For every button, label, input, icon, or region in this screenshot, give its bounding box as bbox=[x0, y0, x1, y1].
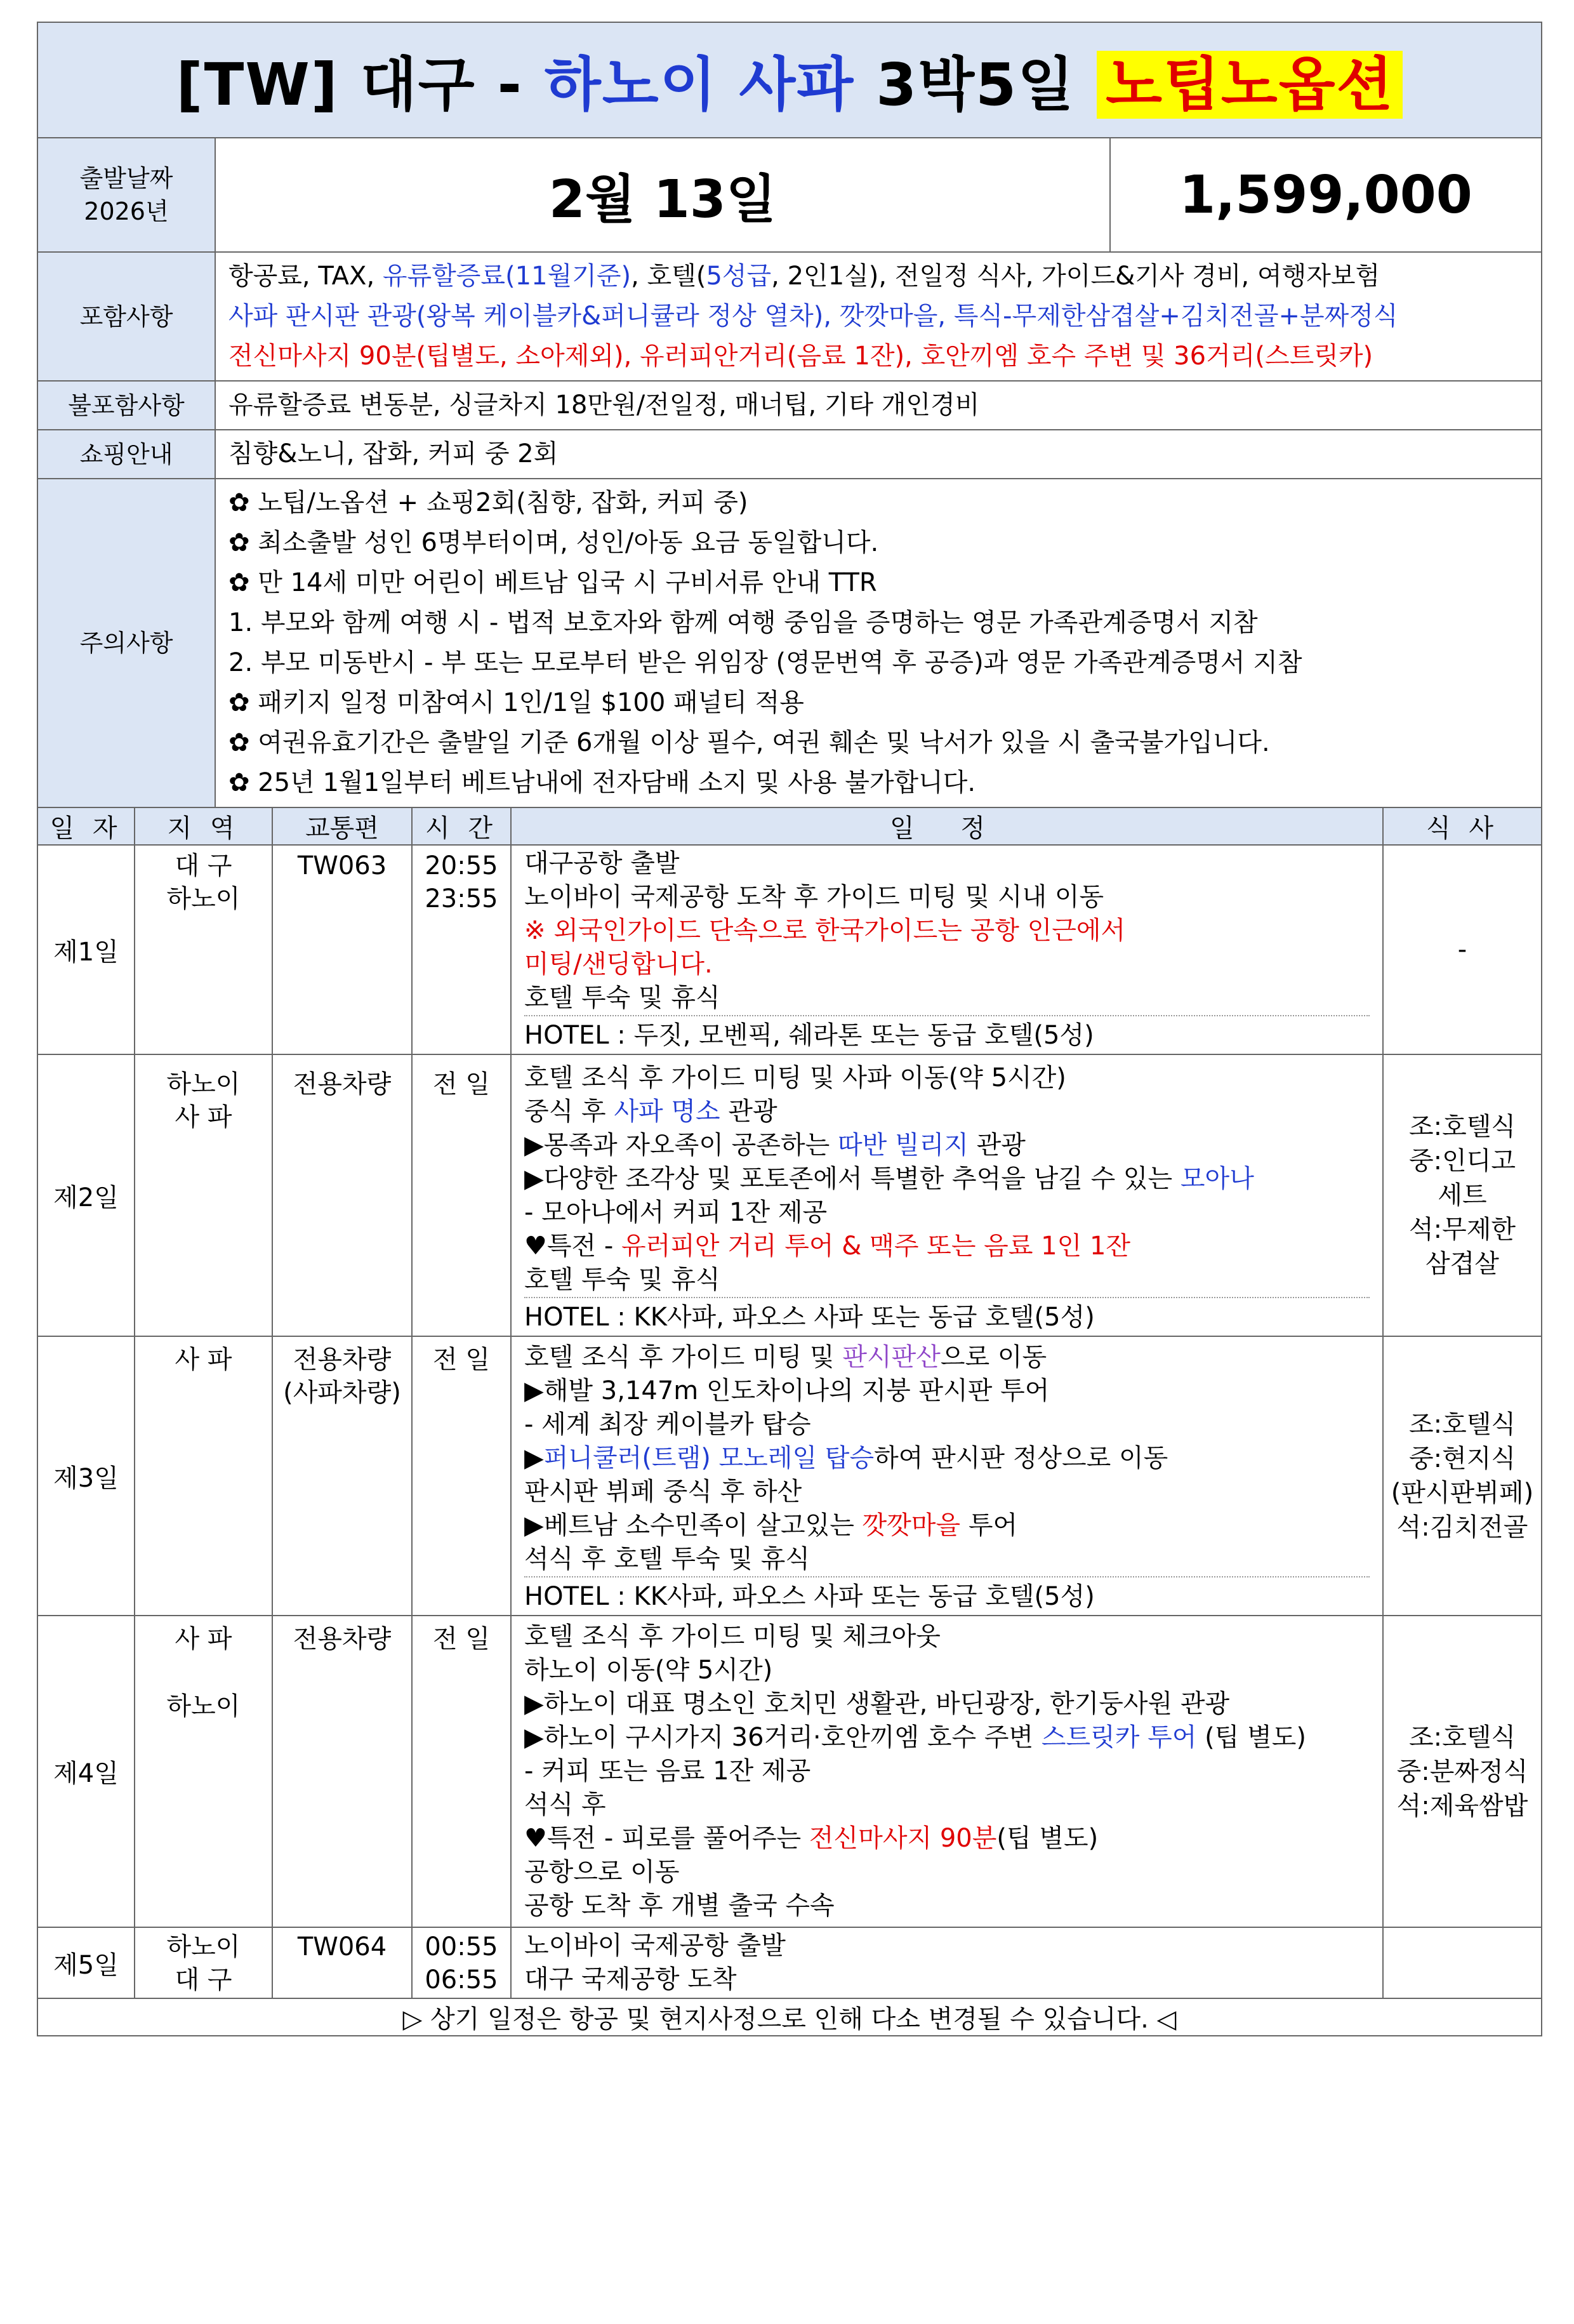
shopping-label: 쇼핑안내 bbox=[37, 430, 215, 479]
itinerary-row-day3 bbox=[37, 1336, 1542, 1616]
departure-date: 2월 13일 bbox=[215, 138, 1110, 252]
note-item: ✿ 패키지 일정 미참여시 1인/1일 $100 패널티 적용 bbox=[228, 688, 804, 717]
header-region: 지 역 bbox=[135, 807, 272, 845]
header-meal: 식 사 bbox=[1383, 807, 1542, 845]
transport: 전용차량 (사파차량) bbox=[272, 1336, 412, 1616]
note-item: ✿ 최소출발 성인 6명부터이며, 성인/아동 요금 동일합니다. bbox=[228, 528, 879, 557]
page-title: [TW] 대구 - 하노이 사파 3박5일 노팁노옵션 bbox=[37, 22, 1542, 138]
flight-number: TW064 bbox=[272, 1927, 412, 1998]
day-label: 제3일 bbox=[37, 1336, 135, 1616]
flight-time: 00:55 06:55 bbox=[412, 1927, 511, 1998]
hotel-info: HOTEL : KK사파, 파오스 사파 또는 동급 호텔(5성) bbox=[524, 1297, 1370, 1334]
header-transport: 교통편 bbox=[272, 807, 412, 845]
header-time: 시 간 bbox=[412, 807, 511, 845]
day-label: 제5일 bbox=[37, 1927, 135, 1998]
excluded-label: 불포함사항 bbox=[37, 381, 215, 430]
schedule: 호텔 조식 후 가이드 미팅 및 사파 이동(약 5시간) 중식 후 사파 명소 관광 ▶몽족과 자오족이 공존하는 따반 빌리지 관광 ▶다양한 조각상 및 포토존에서 특별한 추억을 남길 수 있는 모아나 - 모아나에서 커피 1잔 제공 ♥특전 - 유러피안 거리 투어 & 맥주 또는 음료 1인 1잔 호텔 투숙 및 휴식 HOTEL : KK사파, 파오스 사파 또는 동급 호텔(5성) bbox=[511, 1054, 1383, 1336]
note-item: 2. 부모 미동반시 - 부 또는 모로부터 받은 위임장 (영문번역 후 공증)과 영문 가족관계증명서 지참 bbox=[228, 648, 1302, 677]
hotel-info: HOTEL : 두짓, 모벤픽, 쉐라톤 또는 동급 호텔(5성) bbox=[524, 1015, 1370, 1052]
day-label: 제1일 bbox=[37, 845, 135, 1054]
included-label: 포함사항 bbox=[37, 252, 215, 381]
footer-note: ▷ 상기 일정은 항공 및 현지사정으로 인해 다소 변경될 수 있습니다. ◁ bbox=[37, 1998, 1542, 2036]
region: 하노이 사 파 bbox=[135, 1054, 272, 1336]
region: 사 파 하노이 bbox=[135, 1616, 272, 1927]
header-day: 일 자 bbox=[37, 807, 135, 845]
itinerary-row-day5 bbox=[37, 1927, 1542, 1998]
hotel-info: HOTEL : KK사파, 파오스 사파 또는 동급 호텔(5성) bbox=[524, 1576, 1370, 1614]
note-item: ✿ 노팁/노옵션 + 쇼핑2회(침향, 잡화, 커피 중) bbox=[228, 488, 748, 517]
itinerary-sheet bbox=[37, 22, 1541, 2036]
meal bbox=[1383, 1927, 1542, 1998]
time: 전 일 bbox=[412, 1054, 511, 1336]
itinerary-row-day1 bbox=[37, 845, 1542, 1054]
day-label: 제4일 bbox=[37, 1616, 135, 1927]
transport: 전용차량 bbox=[272, 1616, 412, 1927]
meal: 조:호텔식 중:현지식 (판시판뷔페) 석:김치전골 bbox=[1383, 1336, 1542, 1616]
region: 대 구 하노이 bbox=[135, 845, 272, 1054]
shopping-text: 침향&노니, 잡화, 커피 중 2회 bbox=[215, 430, 1542, 479]
schedule: 대구공항 출발 노이바이 국제공항 도착 후 가이드 미팅 및 시내 이동 ※ 외국인가이드 단속으로 한국가이드는 공항 인근에서 미팅/샌딩합니다. 호텔 투숙 및 휴식 HOTEL : 두짓, 모벤픽, 쉐라톤 또는 동급 호텔(5성) bbox=[511, 845, 1383, 1054]
time: 전 일 bbox=[412, 1336, 511, 1616]
transport: 전용차량 bbox=[272, 1054, 412, 1336]
itinerary-row-day4 bbox=[37, 1616, 1542, 1927]
schedule: 호텔 조식 후 가이드 미팅 및 체크아웃 하노이 이동(약 5시간) ▶하노이 대표 명소인 호치민 생활관, 바딘광장, 한기둥사원 관광 ▶하노이 구시가지 36거리·호안끼엠 호수 주변 스트릿카 투어 (팁 별도) - 커피 또는 음료 1잔 제공 석식 후 ♥특전 - 피로를 풀어주는 전신마사지 90분(팁 별도) 공항으로 이동 공항 도착 후 개별 출국 수속 bbox=[511, 1616, 1383, 1927]
meal: - bbox=[1383, 845, 1542, 1054]
summary-table bbox=[37, 22, 1542, 808]
note-item: ✿ 여권유효기간은 출발일 기준 6개월 이상 필수, 여권 훼손 및 낙서가 있을 시 출국불가입니다. bbox=[228, 728, 1270, 757]
region: 하노이 대 구 bbox=[135, 1927, 272, 1998]
schedule: 노이바이 국제공항 출발 대구 국제공항 도착 bbox=[511, 1927, 1383, 1998]
note-item: 1. 부모와 함께 여행 시 - 법적 보호자와 함께 여행 중임을 증명하는 영문 가족관계증명서 지참 bbox=[228, 608, 1258, 637]
meal: 조:호텔식 중:인디고 세트 석:무제한 삼겹살 bbox=[1383, 1054, 1542, 1336]
time: 전 일 bbox=[412, 1616, 511, 1927]
no-tip-badge: 노팁노옵션 bbox=[1097, 51, 1403, 119]
included-text: 항공료, TAX, 유류할증료(11월기준), 호텔(5성급, 2인1실), 전일정 식사, 가이드&기사 경비, 여행자보험 사파 판시판 관광(왕복 케이블카&퍼니큘라 정상 열차), 깟깟마을, 특식-무제한삼겹살+김치전골+분짜정식 전신마사지 90분(팁별도, 소아제외), 유러피안거리(음료 1잔), 호안끼엠 호수 주변 및 36거리(스트릿카) bbox=[215, 252, 1542, 381]
departure-label: 출발날짜 2026년 bbox=[37, 138, 215, 252]
day-label: 제2일 bbox=[37, 1054, 135, 1336]
region: 사 파 bbox=[135, 1336, 272, 1616]
meal: 조:호텔식 중:분짜정식 석:제육쌈밥 bbox=[1383, 1616, 1542, 1927]
notes-list bbox=[215, 479, 1542, 807]
header-schedule: 일 정 bbox=[511, 807, 1383, 845]
note-item: ✿ 25년 1월1일부터 베트남내에 전자담배 소지 및 사용 불가합니다. bbox=[228, 768, 976, 797]
itinerary-table bbox=[37, 807, 1542, 2036]
flight-time: 20:55 23:55 bbox=[412, 845, 511, 1054]
itinerary-row-day2 bbox=[37, 1054, 1542, 1336]
note-item: ✿ 만 14세 미만 어린이 베트남 입국 시 구비서류 안내 TTR bbox=[228, 568, 877, 597]
itinerary-header bbox=[37, 807, 1542, 845]
price: 1,599,000 bbox=[1110, 138, 1542, 252]
notes-label: 주의사항 bbox=[37, 479, 215, 807]
excluded-text: 유류할증료 변동분, 싱글차지 18만원/전일정, 매너팁, 기타 개인경비 bbox=[215, 381, 1542, 430]
flight-number: TW063 bbox=[272, 845, 412, 1054]
schedule: 호텔 조식 후 가이드 미팅 및 판시판산으로 이동 ▶해발 3,147m 인도차이나의 지붕 판시판 투어 - 세계 최장 케이블카 탑승 ▶퍼니쿨러(트램) 모노레일 탑승하여 판시판 정상으로 이동 판시판 뷔페 중식 후 하산 ▶베트남 소수민족이 살고있는 깟깟마을 투어 석식 후 호텔 투숙 및 휴식 HOTEL : KK사파, 파오스 사파 또는 동급 호텔(5성) bbox=[511, 1336, 1383, 1616]
